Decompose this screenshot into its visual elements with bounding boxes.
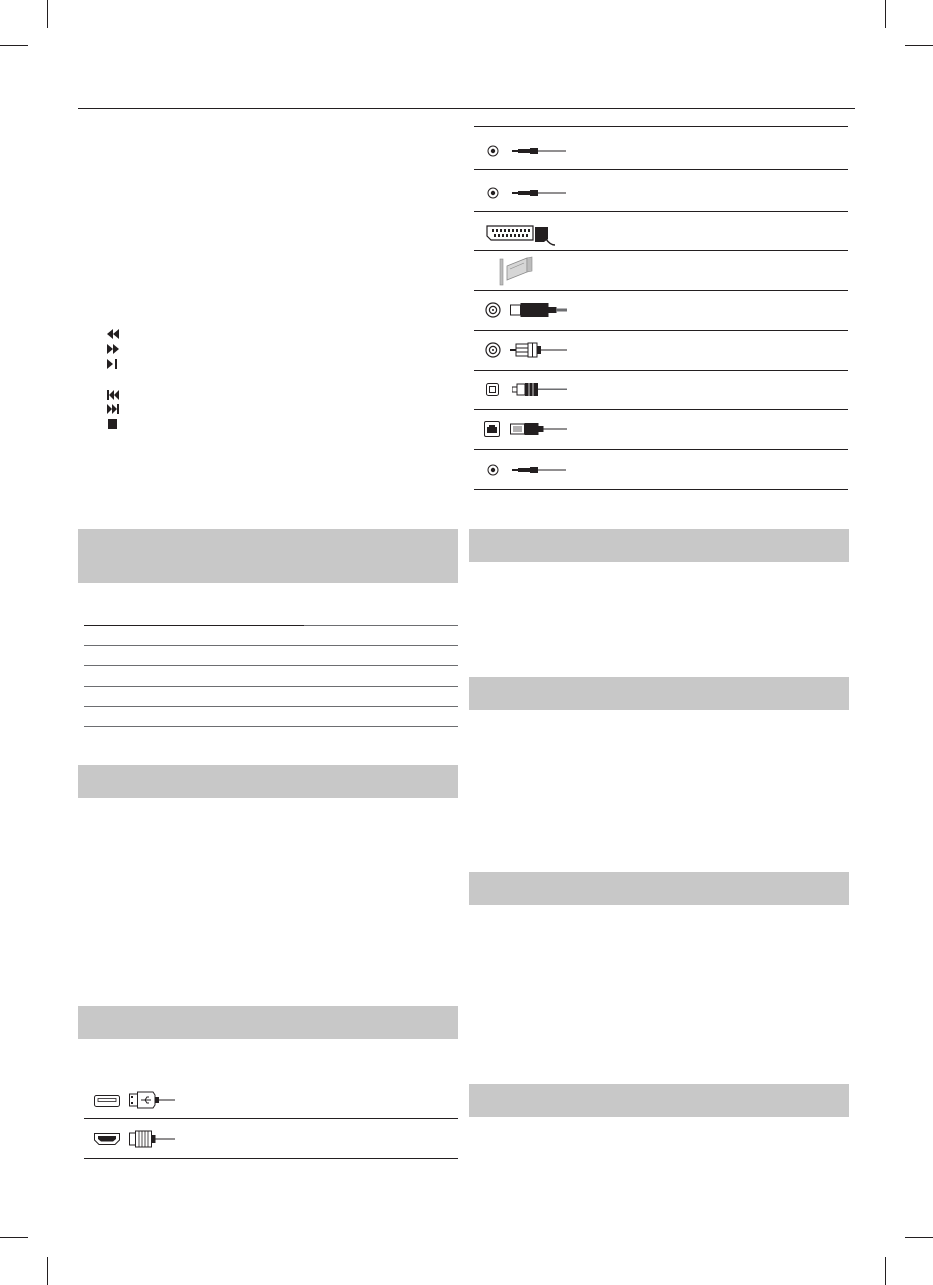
table-rule [84, 665, 458, 666]
crop-mark [885, 1257, 886, 1285]
hdmi-socket-icon [94, 1133, 120, 1145]
table-rule [474, 489, 848, 490]
section-header-bar [469, 872, 849, 905]
table-rule [474, 250, 848, 251]
table-rule [474, 126, 848, 127]
section-header-bar [469, 1084, 849, 1117]
mini-jack-cable-icon [512, 147, 566, 155]
jack-socket-icon [487, 187, 499, 199]
section-header-bar [469, 677, 849, 710]
crop-mark [47, 1257, 48, 1285]
mini-jack-cable-icon [512, 189, 566, 197]
table-rule [84, 625, 304, 626]
jack-socket-icon [487, 145, 499, 157]
usb-cable-icon [129, 1091, 175, 1109]
usb-socket-icon [94, 1095, 120, 1107]
ci-module-icon [505, 256, 535, 282]
section-header-bar [78, 765, 458, 798]
crop-mark [0, 45, 28, 46]
ethernet-cable-icon [510, 421, 567, 437]
crop-mark [0, 1237, 28, 1238]
previous-track-icon [106, 389, 120, 401]
hdmi-cable-icon [129, 1130, 175, 1148]
antenna-socket-icon [485, 342, 501, 358]
optical-cable-icon [512, 382, 567, 397]
table-rule [474, 449, 848, 450]
table-rule [84, 1158, 458, 1159]
table-rule [474, 370, 848, 371]
table-rule [474, 409, 848, 410]
section-header-bar [78, 529, 458, 583]
stop-icon [106, 418, 120, 430]
antenna-socket-icon [485, 302, 501, 318]
section-header-bar [469, 529, 849, 562]
crop-mark [905, 1237, 933, 1238]
crop-mark [905, 45, 933, 46]
scart-plug-icon [534, 225, 556, 247]
f-connector-cable-icon [510, 341, 567, 359]
next-track-icon [106, 403, 120, 415]
section-header-bar [78, 1006, 458, 1039]
crop-mark [47, 0, 48, 28]
table-rule [84, 645, 458, 646]
coax-cable-icon [510, 302, 567, 318]
table-rule [304, 625, 458, 626]
scart-socket-icon [486, 224, 534, 242]
table-rule [84, 686, 458, 687]
mini-jack-cable-icon [512, 466, 566, 474]
page-header-rule [78, 108, 855, 109]
fast-forward-icon [106, 343, 120, 355]
rewind-icon [106, 328, 120, 340]
table-rule [84, 706, 458, 707]
play-pause-icon [106, 358, 120, 370]
jack-socket-icon [487, 464, 499, 476]
table-rule [474, 169, 848, 170]
table-rule [474, 290, 848, 291]
optical-socket-icon [486, 383, 499, 396]
crop-mark [885, 0, 886, 28]
ethernet-socket-icon [484, 421, 500, 437]
table-rule [84, 1118, 458, 1119]
table-rule [474, 211, 848, 212]
table-rule [474, 330, 848, 331]
table-rule [84, 726, 458, 727]
